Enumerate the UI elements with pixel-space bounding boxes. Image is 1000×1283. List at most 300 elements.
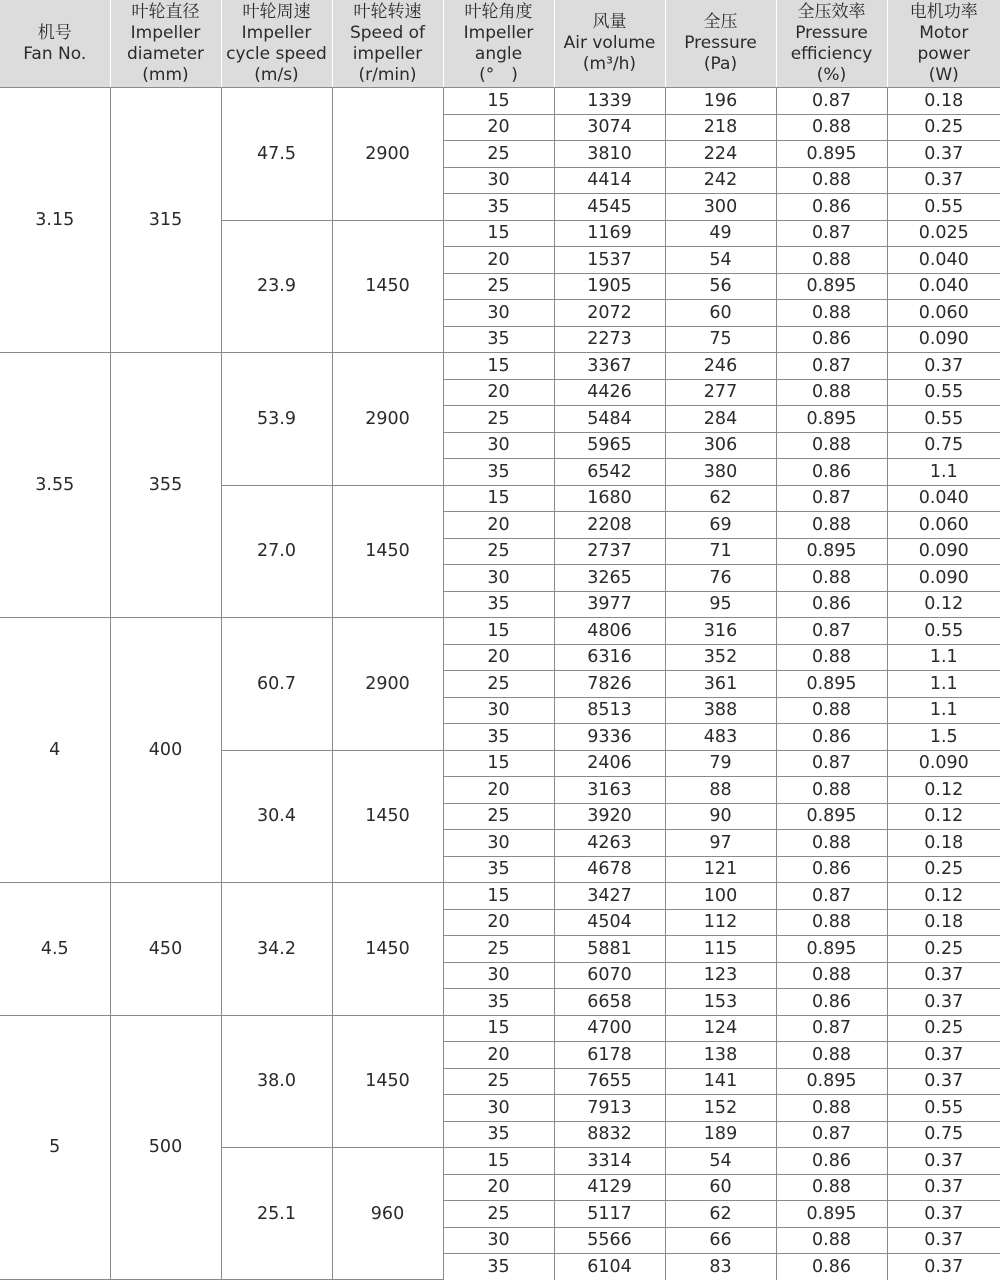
cell-motor-power: 0.37 [887, 1042, 1000, 1069]
cell-angle: 30 [443, 962, 554, 989]
table-row [0, 883, 1000, 910]
cell-pressure: 97 [665, 830, 776, 857]
cell-cycle-speed: 60.7 [221, 618, 332, 751]
cell-efficiency: 0.87 [776, 1121, 887, 1148]
cell-impeller-speed: 1450 [332, 485, 443, 618]
cell-angle: 30 [443, 830, 554, 857]
cell-pressure: 361 [665, 671, 776, 698]
cell-angle: 35 [443, 459, 554, 486]
header-line: Impeller [130, 22, 201, 43]
cell-efficiency: 0.86 [776, 856, 887, 883]
header-line: (W) [928, 64, 959, 85]
cell-impeller-diameter: 315 [110, 88, 221, 353]
cell-pressure: 95 [665, 591, 776, 618]
cell-pressure: 83 [665, 1254, 776, 1280]
cell-cycle-speed: 23.9 [221, 220, 332, 353]
cell-air-volume: 3427 [554, 883, 665, 910]
cell-angle: 20 [443, 644, 554, 671]
cell-air-volume: 4678 [554, 856, 665, 883]
header-line: (mm) [142, 64, 189, 85]
cell-impeller-speed: 1450 [332, 883, 443, 1016]
cell-pressure: 316 [665, 618, 776, 645]
cell-air-volume: 1169 [554, 220, 665, 247]
cell-impeller-speed: 1450 [332, 750, 443, 883]
header-line: 叶轮直径 [131, 1, 200, 22]
cell-pressure: 56 [665, 273, 776, 300]
cell-angle: 15 [443, 883, 554, 910]
cell-pressure: 112 [665, 909, 776, 936]
cell-efficiency: 0.87 [776, 1015, 887, 1042]
cell-angle: 25 [443, 671, 554, 698]
cell-impeller-speed: 2900 [332, 353, 443, 486]
cell-air-volume: 4504 [554, 909, 665, 936]
cell-motor-power: 0.090 [887, 750, 1000, 777]
cell-angle: 30 [443, 432, 554, 459]
cell-angle: 15 [443, 88, 554, 115]
cell-efficiency: 0.88 [776, 830, 887, 857]
cell-pressure: 306 [665, 432, 776, 459]
cell-air-volume: 4806 [554, 618, 665, 645]
header-line: Pressure [795, 22, 868, 43]
cell-pressure: 90 [665, 803, 776, 830]
header-line: cycle speed [226, 43, 327, 64]
cell-air-volume: 4545 [554, 194, 665, 221]
cell-angle: 15 [443, 750, 554, 777]
header-line: (r/min) [358, 64, 417, 85]
cell-impeller-speed: 960 [332, 1148, 443, 1280]
cell-air-volume: 3367 [554, 353, 665, 380]
cell-motor-power: 0.25 [887, 856, 1000, 883]
cell-efficiency: 0.88 [776, 167, 887, 194]
cell-pressure: 152 [665, 1095, 776, 1122]
cell-efficiency: 0.88 [776, 379, 887, 406]
cell-air-volume: 1680 [554, 485, 665, 512]
cell-pressure: 189 [665, 1121, 776, 1148]
cell-angle: 35 [443, 989, 554, 1016]
header-impeller-diameter [110, 0, 221, 88]
cell-angle: 15 [443, 1148, 554, 1175]
cell-motor-power: 0.12 [887, 777, 1000, 804]
cell-motor-power: 0.37 [887, 1201, 1000, 1228]
cell-cycle-speed: 34.2 [221, 883, 332, 1016]
header-line: (%) [816, 64, 847, 85]
cell-angle: 20 [443, 1042, 554, 1069]
header-row [0, 0, 1000, 88]
cell-motor-power: 1.1 [887, 459, 1000, 486]
cell-angle: 15 [443, 1015, 554, 1042]
cell-efficiency: 0.87 [776, 883, 887, 910]
cell-impeller-diameter: 450 [110, 883, 221, 1016]
cell-motor-power: 0.090 [887, 565, 1000, 592]
cell-angle: 35 [443, 194, 554, 221]
cell-angle: 35 [443, 591, 554, 618]
cell-pressure: 54 [665, 247, 776, 274]
header-line: angle [474, 43, 523, 64]
cell-pressure: 100 [665, 883, 776, 910]
cell-pressure: 71 [665, 538, 776, 565]
cell-pressure: 62 [665, 1201, 776, 1228]
cell-motor-power: 0.37 [887, 1254, 1000, 1280]
cell-motor-power: 1.5 [887, 724, 1000, 751]
cell-angle: 20 [443, 1174, 554, 1201]
cell-efficiency: 0.88 [776, 1095, 887, 1122]
header-fan-no [0, 0, 110, 88]
cell-pressure: 242 [665, 167, 776, 194]
cell-air-volume: 6542 [554, 459, 665, 486]
cell-impeller-speed: 2900 [332, 618, 443, 751]
cell-air-volume: 5117 [554, 1201, 665, 1228]
cell-motor-power: 1.1 [887, 671, 1000, 698]
cell-motor-power: 0.060 [887, 300, 1000, 327]
cell-pressure: 300 [665, 194, 776, 221]
cell-angle: 30 [443, 167, 554, 194]
header-pressure [665, 0, 776, 88]
cell-pressure: 153 [665, 989, 776, 1016]
cell-motor-power: 0.37 [887, 167, 1000, 194]
cell-motor-power: 0.25 [887, 936, 1000, 963]
cell-pressure: 124 [665, 1015, 776, 1042]
cell-cycle-speed: 53.9 [221, 353, 332, 486]
cell-pressure: 284 [665, 406, 776, 433]
cell-efficiency: 0.86 [776, 591, 887, 618]
cell-efficiency: 0.88 [776, 962, 887, 989]
cell-pressure: 60 [665, 1174, 776, 1201]
cell-efficiency: 0.88 [776, 512, 887, 539]
cell-air-volume: 4263 [554, 830, 665, 857]
cell-fan-no: 4.5 [0, 883, 110, 1016]
cell-efficiency: 0.87 [776, 220, 887, 247]
cell-motor-power: 0.37 [887, 1068, 1000, 1095]
header-cycle-speed [221, 0, 332, 88]
cell-air-volume: 1537 [554, 247, 665, 274]
cell-efficiency: 0.87 [776, 485, 887, 512]
cell-angle: 25 [443, 538, 554, 565]
cell-efficiency: 0.88 [776, 1174, 887, 1201]
cell-angle: 20 [443, 379, 554, 406]
cell-angle: 15 [443, 220, 554, 247]
cell-pressure: 138 [665, 1042, 776, 1069]
cell-motor-power: 0.12 [887, 883, 1000, 910]
cell-angle: 20 [443, 114, 554, 141]
header-line: 叶轮角度 [464, 1, 533, 22]
cell-motor-power: 0.12 [887, 803, 1000, 830]
cell-angle: 35 [443, 326, 554, 353]
cell-efficiency: 0.88 [776, 777, 887, 804]
cell-efficiency: 0.895 [776, 538, 887, 565]
cell-efficiency: 0.895 [776, 803, 887, 830]
cell-cycle-speed: 38.0 [221, 1015, 332, 1148]
header-impeller-speed [332, 0, 443, 88]
cell-efficiency: 0.86 [776, 724, 887, 751]
cell-cycle-speed: 47.5 [221, 88, 332, 221]
header-line: (Pa) [703, 54, 738, 74]
header-line: efficiency [790, 43, 873, 64]
cell-efficiency: 0.87 [776, 618, 887, 645]
cell-angle: 30 [443, 300, 554, 327]
cell-motor-power: 0.18 [887, 909, 1000, 936]
table-row [0, 88, 1000, 115]
cell-efficiency: 0.88 [776, 565, 887, 592]
cell-air-volume: 2737 [554, 538, 665, 565]
header-line: (m³/h) [582, 54, 637, 74]
cell-efficiency: 0.895 [776, 273, 887, 300]
cell-efficiency: 0.895 [776, 141, 887, 168]
cell-impeller-speed: 1450 [332, 1015, 443, 1148]
cell-fan-no: 4 [0, 618, 110, 883]
cell-motor-power: 0.37 [887, 353, 1000, 380]
table-header [0, 0, 1000, 88]
header-impeller-angle [443, 0, 554, 88]
cell-motor-power: 0.090 [887, 538, 1000, 565]
cell-pressure: 62 [665, 485, 776, 512]
cell-air-volume: 5566 [554, 1227, 665, 1254]
cell-air-volume: 6070 [554, 962, 665, 989]
cell-angle: 25 [443, 1201, 554, 1228]
cell-efficiency: 0.88 [776, 909, 887, 936]
cell-air-volume: 8832 [554, 1121, 665, 1148]
header-line: Pressure [684, 33, 757, 53]
cell-pressure: 88 [665, 777, 776, 804]
cell-angle: 25 [443, 273, 554, 300]
cell-impeller-speed: 1450 [332, 220, 443, 353]
cell-air-volume: 4414 [554, 167, 665, 194]
cell-motor-power: 0.75 [887, 1121, 1000, 1148]
cell-angle: 30 [443, 565, 554, 592]
cell-cycle-speed: 27.0 [221, 485, 332, 618]
cell-pressure: 388 [665, 697, 776, 724]
cell-efficiency: 0.895 [776, 1201, 887, 1228]
cell-pressure: 352 [665, 644, 776, 671]
table-body [0, 88, 1000, 1280]
cell-air-volume: 7913 [554, 1095, 665, 1122]
cell-angle: 20 [443, 909, 554, 936]
cell-air-volume: 3920 [554, 803, 665, 830]
cell-air-volume: 3265 [554, 565, 665, 592]
cell-motor-power: 0.18 [887, 830, 1000, 857]
cell-angle: 20 [443, 512, 554, 539]
cell-fan-no: 5 [0, 1015, 110, 1280]
cell-pressure: 246 [665, 353, 776, 380]
cell-angle: 15 [443, 353, 554, 380]
cell-motor-power: 0.55 [887, 1095, 1000, 1122]
cell-pressure: 115 [665, 936, 776, 963]
header-line: Fan No. [23, 43, 87, 64]
cell-angle: 15 [443, 618, 554, 645]
cell-air-volume: 1905 [554, 273, 665, 300]
cell-angle: 25 [443, 936, 554, 963]
header-line: 全压效率 [797, 1, 866, 22]
cell-air-volume: 4129 [554, 1174, 665, 1201]
cell-motor-power: 0.25 [887, 1015, 1000, 1042]
cell-air-volume: 5484 [554, 406, 665, 433]
cell-air-volume: 7655 [554, 1068, 665, 1095]
cell-pressure: 60 [665, 300, 776, 327]
cell-air-volume: 6658 [554, 989, 665, 1016]
cell-air-volume: 2208 [554, 512, 665, 539]
cell-efficiency: 0.88 [776, 114, 887, 141]
cell-efficiency: 0.86 [776, 1254, 887, 1280]
header-pressure-efficiency [776, 0, 887, 88]
cell-pressure: 75 [665, 326, 776, 353]
header-line: 风量 [592, 12, 627, 32]
header-motor-power [887, 0, 1000, 88]
cell-motor-power: 0.090 [887, 326, 1000, 353]
cell-air-volume: 6316 [554, 644, 665, 671]
header-line: diameter [126, 43, 205, 64]
cell-pressure: 121 [665, 856, 776, 883]
cell-efficiency: 0.86 [776, 194, 887, 221]
cell-motor-power: 0.37 [887, 1148, 1000, 1175]
header-line: 电机功率 [909, 1, 978, 22]
cell-pressure: 196 [665, 88, 776, 115]
cell-impeller-diameter: 355 [110, 353, 221, 618]
cell-pressure: 224 [665, 141, 776, 168]
cell-pressure: 218 [665, 114, 776, 141]
cell-pressure: 277 [665, 379, 776, 406]
cell-efficiency: 0.88 [776, 247, 887, 274]
header-line: 全压 [703, 12, 738, 32]
cell-pressure: 380 [665, 459, 776, 486]
cell-air-volume: 5965 [554, 432, 665, 459]
cell-cycle-speed: 25.1 [221, 1148, 332, 1280]
cell-air-volume: 2072 [554, 300, 665, 327]
cell-air-volume: 2273 [554, 326, 665, 353]
cell-air-volume: 4426 [554, 379, 665, 406]
cell-air-volume: 1339 [554, 88, 665, 115]
header-line: Impeller [463, 22, 534, 43]
cell-motor-power: 0.55 [887, 406, 1000, 433]
cell-air-volume: 5881 [554, 936, 665, 963]
cell-angle: 30 [443, 697, 554, 724]
cell-motor-power: 0.025 [887, 220, 1000, 247]
cell-efficiency: 0.895 [776, 936, 887, 963]
cell-pressure: 123 [665, 962, 776, 989]
cell-pressure: 76 [665, 565, 776, 592]
cell-efficiency: 0.895 [776, 1068, 887, 1095]
cell-air-volume: 4700 [554, 1015, 665, 1042]
cell-impeller-diameter: 400 [110, 618, 221, 883]
header-line: (m/s) [254, 64, 299, 85]
header-line: Impeller [241, 22, 312, 43]
cell-motor-power: 0.12 [887, 591, 1000, 618]
cell-motor-power: 0.37 [887, 141, 1000, 168]
cell-angle: 30 [443, 1095, 554, 1122]
cell-motor-power: 0.55 [887, 618, 1000, 645]
cell-motor-power: 1.1 [887, 644, 1000, 671]
cell-efficiency: 0.895 [776, 406, 887, 433]
cell-efficiency: 0.87 [776, 88, 887, 115]
cell-motor-power: 0.37 [887, 1174, 1000, 1201]
cell-air-volume: 7826 [554, 671, 665, 698]
cell-air-volume: 2406 [554, 750, 665, 777]
cell-pressure: 66 [665, 1227, 776, 1254]
cell-air-volume: 6178 [554, 1042, 665, 1069]
cell-pressure: 54 [665, 1148, 776, 1175]
cell-efficiency: 0.88 [776, 300, 887, 327]
cell-air-volume: 3314 [554, 1148, 665, 1175]
header-line: Speed of [349, 22, 426, 43]
table-row [0, 618, 1000, 645]
cell-angle: 25 [443, 1068, 554, 1095]
header-line: 机号 [37, 22, 72, 43]
cell-pressure: 141 [665, 1068, 776, 1095]
cell-efficiency: 0.86 [776, 459, 887, 486]
cell-motor-power: 0.040 [887, 247, 1000, 274]
cell-efficiency: 0.88 [776, 1042, 887, 1069]
cell-motor-power: 0.55 [887, 194, 1000, 221]
cell-angle: 25 [443, 803, 554, 830]
cell-air-volume: 3977 [554, 591, 665, 618]
cell-air-volume: 3074 [554, 114, 665, 141]
cell-motor-power: 0.18 [887, 88, 1000, 115]
cell-motor-power: 0.37 [887, 989, 1000, 1016]
cell-motor-power: 0.55 [887, 379, 1000, 406]
cell-motor-power: 0.040 [887, 273, 1000, 300]
cell-angle: 15 [443, 485, 554, 512]
header-line: Air volume [563, 33, 656, 53]
cell-motor-power: 0.060 [887, 512, 1000, 539]
cell-angle: 35 [443, 1121, 554, 1148]
cell-motor-power: 0.37 [887, 962, 1000, 989]
cell-efficiency: 0.895 [776, 671, 887, 698]
cell-motor-power: 0.25 [887, 114, 1000, 141]
header-line: (° ) [479, 64, 518, 85]
cell-air-volume: 3163 [554, 777, 665, 804]
cell-efficiency: 0.88 [776, 644, 887, 671]
cell-angle: 20 [443, 247, 554, 274]
cell-air-volume: 3810 [554, 141, 665, 168]
cell-angle: 30 [443, 1227, 554, 1254]
cell-angle: 35 [443, 1254, 554, 1280]
cell-efficiency: 0.86 [776, 326, 887, 353]
header-line: 叶轮周速 [242, 1, 311, 22]
header-line: power [917, 43, 971, 64]
cell-motor-power: 1.1 [887, 697, 1000, 724]
table-row [0, 353, 1000, 380]
cell-angle: 35 [443, 724, 554, 751]
header-air-volume [554, 0, 665, 88]
cell-pressure: 49 [665, 220, 776, 247]
cell-cycle-speed: 30.4 [221, 750, 332, 883]
cell-angle: 25 [443, 406, 554, 433]
header-line: Motor [919, 22, 969, 43]
cell-efficiency: 0.87 [776, 750, 887, 777]
cell-pressure: 79 [665, 750, 776, 777]
cell-angle: 20 [443, 777, 554, 804]
cell-angle: 35 [443, 856, 554, 883]
cell-efficiency: 0.86 [776, 1148, 887, 1175]
cell-fan-no: 3.55 [0, 353, 110, 618]
header-line: impeller [352, 43, 423, 64]
cell-fan-no: 3.15 [0, 88, 110, 353]
cell-efficiency: 0.86 [776, 989, 887, 1016]
table-row [0, 1015, 1000, 1042]
cell-air-volume: 6104 [554, 1254, 665, 1280]
cell-efficiency: 0.87 [776, 353, 887, 380]
cell-air-volume: 8513 [554, 697, 665, 724]
cell-efficiency: 0.88 [776, 1227, 887, 1254]
cell-efficiency: 0.88 [776, 697, 887, 724]
cell-pressure: 483 [665, 724, 776, 751]
cell-motor-power: 0.040 [887, 485, 1000, 512]
cell-efficiency: 0.88 [776, 432, 887, 459]
cell-motor-power: 0.37 [887, 1227, 1000, 1254]
cell-pressure: 69 [665, 512, 776, 539]
cell-air-volume: 9336 [554, 724, 665, 751]
cell-impeller-speed: 2900 [332, 88, 443, 221]
header-line: 叶轮转速 [353, 1, 422, 22]
cell-angle: 25 [443, 141, 554, 168]
